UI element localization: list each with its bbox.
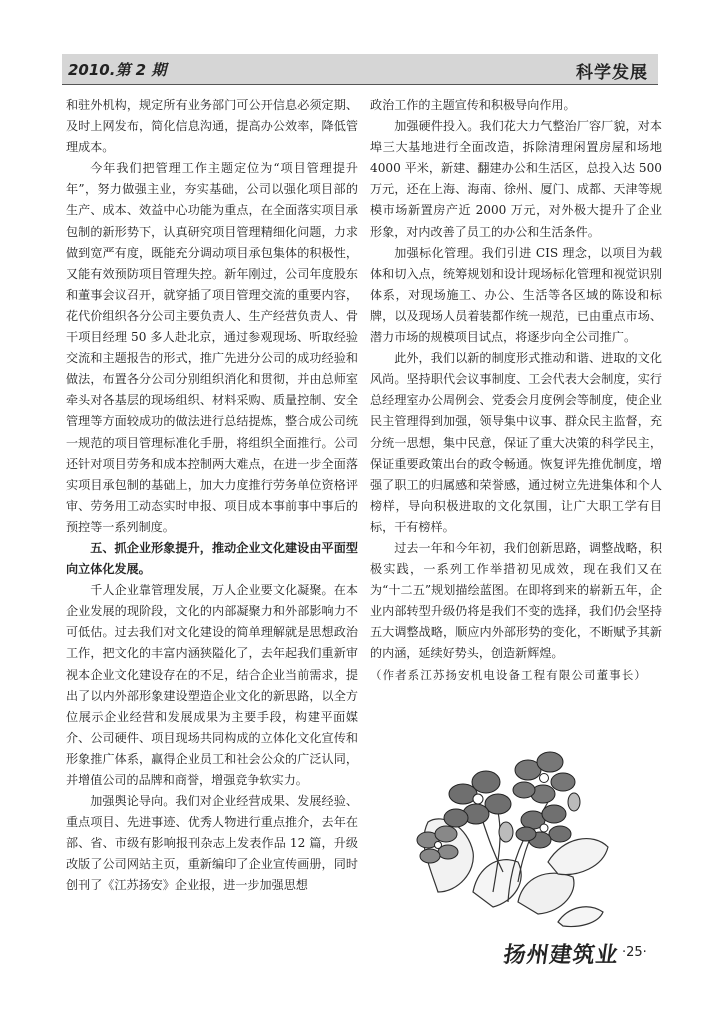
- right-column: [370, 95, 662, 686]
- paragraph: 政治工作的主题宣传和积极导向作用。: [370, 98, 576, 112]
- publication-logo: 扬州建筑业: [501, 942, 621, 968]
- paragraph: 此外，我们以新的制度形式推动和谐、进取的文化风尚。坚持职代会议事制度、工会代表大会制度，实行总经理室办公周例会、党委会月度例会等制度，使企业民主管理得到加强，领导集中议事、群众民主监督，充分统一思想，集中民意，保证了重大决策的科学民主，保证重要政策出台的政令畅通。恢复评先推优制度，增强了职工的归属感和荣誉感，通过树立先进集体和个人榜样，导向积极进取的文化氛围，让广大职工学有目标，干有榜样。: [370, 351, 662, 534]
- paragraph: 今年我们把管理工作主题定位为“项目管理提升年”，努力做强主业，夯实基础，公司以强化项目部的生产、成本、效益中心功能为重点，在全面落实项目承包制的新形势下，认真研究项目管理精细化问题，力求做到宽严有度，既能充分调动项目承包集体的积极性，又能有效预防项目管理失控。新年刚过，公司年度股东和董事会议召开，就穿插了项目管理交流的重要内容，花代价组织各分公司主要负责人、生产经营负责人、骨干项目经理 50 多人赴北京，通过参观现场、听取经验交流和主题报告的形式，推广先进分公司的成功经验和做法，布置各分公司分别组织消化和贯彻，并由总师室牵头对各基层的现场组织、材料采购、质量控制、安全管理等方面较成功的做法进行总结提炼，整合成公司统一规范的项目管理标准化手册，将组织全面推行。公司还针对项目劳务和成本控制两大难点，在进一步全面落实项目承包制的基础上，加大力度推行劳务单位资格评审、劳务用工动态实时申报、项目成本事前事中事后的预控等一系列制度。: [66, 161, 358, 534]
- paragraph: 加强舆论导向。我们对企业经营成果、发展经验、重点项目、先进事迹、优秀人物进行重点推介，去年在部、省、市级有影响报刊杂志上发表作品 12 篇，升级改版了公司网站主页，重新编印了企业宣传画册，同时创刊了《江苏扬安》企业报，进一步加强思想: [66, 794, 358, 893]
- violet-flower-icon: [398, 742, 618, 930]
- author-byline: （作者系江苏扬安机电设备工程有限公司董事长）: [370, 667, 647, 682]
- page-number: ·25·: [622, 945, 647, 960]
- running-header: [62, 54, 658, 85]
- paragraph: 千人企业靠管理发展，万人企业要文化凝聚。在本企业发展的现阶段，文化的内部凝聚力和外部影响力不可低估。过去我们对文化建设的简单理解就是思想政治工作，把文化的丰富内涵狭隘化了，去年起我们重新审视本企业文化建设存在的不足，结合企业当前需求，提出了以内外部形象建设塑造企业文化的新思路，以全方位展示企业经营和发展成果为主要手段，构建平面媒介、公司硬件、项目现场共同构成的立体化文化宣传和形象推广体系，赢得企业员工和社会公众的广泛认同，并增值公司的品牌和商誉，增强竞争软实力。: [66, 583, 358, 787]
- column-title: 科学发展: [576, 63, 648, 83]
- section-heading: 五、抓企业形象提升，推动企业文化建设由平面型向立体化发展。: [66, 540, 358, 577]
- paragraph: 和驻外机构，规定所有业务部门可公开信息必须定期、及时上网发布，简化信息沟通，提高办公效率，降低管理成本。: [66, 98, 358, 155]
- issue-label: 2010.第 2 期: [68, 61, 167, 79]
- paragraph: 加强硬件投入。我们花大力气整治厂容厂貌，对本埠三大基地进行全面改造，拆除清理闲置房屋和场地 4000 平米，新建、翻建办公和生活区，总投入达 500 万元，还在上海、海南、徐州、厦门、成都、天津等规模市场新置房产近 2000 万元，对外极大提升了企业形象，对内改善了员工的办公和生活条件。: [370, 119, 662, 239]
- paragraph: 加强标化管理。我们引进 CIS 理念，以项目为载体和切入点，统筹规划和设计现场标化管理和视觉识别体系，对现场施工、办公、生活等各区域的陈设和标牌，以及现场人员着装都作统一规范，已由重点市场、潜力市场的规模项目试点，将逐步向全公司推广。: [370, 245, 662, 345]
- left-column: [66, 95, 358, 897]
- paragraph: 过去一年和今年初，我们创新思路，调整战略，积极实践，一系列工作举措初见成效，现在我们又在为“十二五”规划描绘蓝图。在即将到来的崭新五年，企业内部转型升级仍将是我们不变的选择，我们仍会坚持五大调整战略，顺应内外部形势的变化，不断赋予其新的内涵，延续好势头，创造新辉煌。: [370, 540, 662, 661]
